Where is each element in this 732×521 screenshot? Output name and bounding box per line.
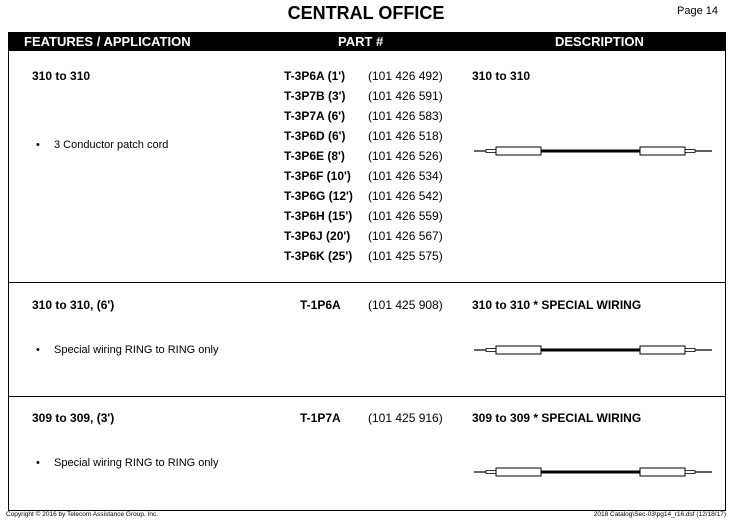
footer-file-reference: 2018 Catalog\Sec-03\pg14_r16.dsf (12/18/17): [593, 511, 726, 518]
feature-title: 310 to 310, (6'): [32, 298, 115, 312]
bullet-item: [36, 139, 168, 151]
header-part-number: PART #: [338, 34, 384, 49]
part-number: T-1P7A: [300, 411, 341, 425]
header-description: DESCRIPTION: [555, 34, 644, 49]
part-code: (101 426 492): [368, 69, 443, 83]
part-number: T-3P6E (8'): [284, 149, 345, 163]
part-code: (101 426 542): [368, 189, 443, 203]
table-header-bar: [8, 32, 726, 51]
bullet-dot-icon: •: [36, 139, 40, 151]
part-number: T-1P6A: [300, 298, 341, 312]
patch-cord-icon: [474, 467, 712, 477]
part-number: T-3P6A (1'): [284, 69, 346, 83]
table-frame: [8, 51, 726, 511]
bullet-dot-icon: •: [36, 457, 40, 469]
description-title: 310 to 310: [472, 69, 531, 83]
part-number: T-3P7B (3'): [284, 89, 346, 103]
patch-cord-icon: [474, 146, 712, 156]
part-number: T-3P6G (12'): [284, 189, 353, 203]
description-title: 310 to 310 * SPECIAL WIRING: [472, 298, 642, 312]
part-number: T-3P7A (6'): [284, 109, 346, 123]
page-number: Page 14: [677, 5, 718, 17]
bullet-dot-icon: •: [36, 344, 40, 356]
section-divider: [8, 282, 726, 283]
bullet-text: 3 Conductor patch cord: [54, 139, 169, 151]
part-code: (101 426 583): [368, 109, 443, 123]
footer-copyright: Copyright © 2016 by Telecom Assistance Group, Inc.: [6, 511, 159, 518]
page-title: CENTRAL OFFICE: [287, 3, 445, 23]
part-number: T-3P6D (6'): [284, 129, 346, 143]
part-code: (101 426 591): [368, 89, 443, 103]
section-divider: [8, 396, 726, 397]
part-code: (101 425 575): [368, 249, 443, 263]
part-code: (101 426 526): [368, 149, 443, 163]
patch-cord-icon: [474, 345, 712, 355]
part-number: T-3P6K (25'): [284, 249, 353, 263]
part-code: (101 426 559): [368, 209, 443, 223]
part-code: (101 425 908): [368, 298, 443, 312]
bullet-text: Special wiring RING to RING only: [54, 344, 219, 356]
part-code: (101 426 567): [368, 229, 443, 243]
description-title: 309 to 309 * SPECIAL WIRING: [472, 411, 642, 425]
part-code: (101 426 534): [368, 169, 443, 183]
header-features: FEATURES / APPLICATION: [24, 34, 191, 49]
part-number: T-3P6J (20'): [284, 229, 351, 243]
bullet-text: Special wiring RING to RING only: [54, 457, 219, 469]
part-code: (101 426 518): [368, 129, 443, 143]
feature-title: 310 to 310: [32, 69, 91, 83]
part-code: (101 425 916): [368, 411, 443, 425]
part-number: T-3P6H (15'): [284, 209, 353, 223]
feature-title: 309 to 309, (3'): [32, 411, 115, 425]
bullet-item: [36, 457, 218, 469]
part-number: T-3P6F (10'): [284, 169, 351, 183]
bullet-item: [36, 344, 218, 356]
